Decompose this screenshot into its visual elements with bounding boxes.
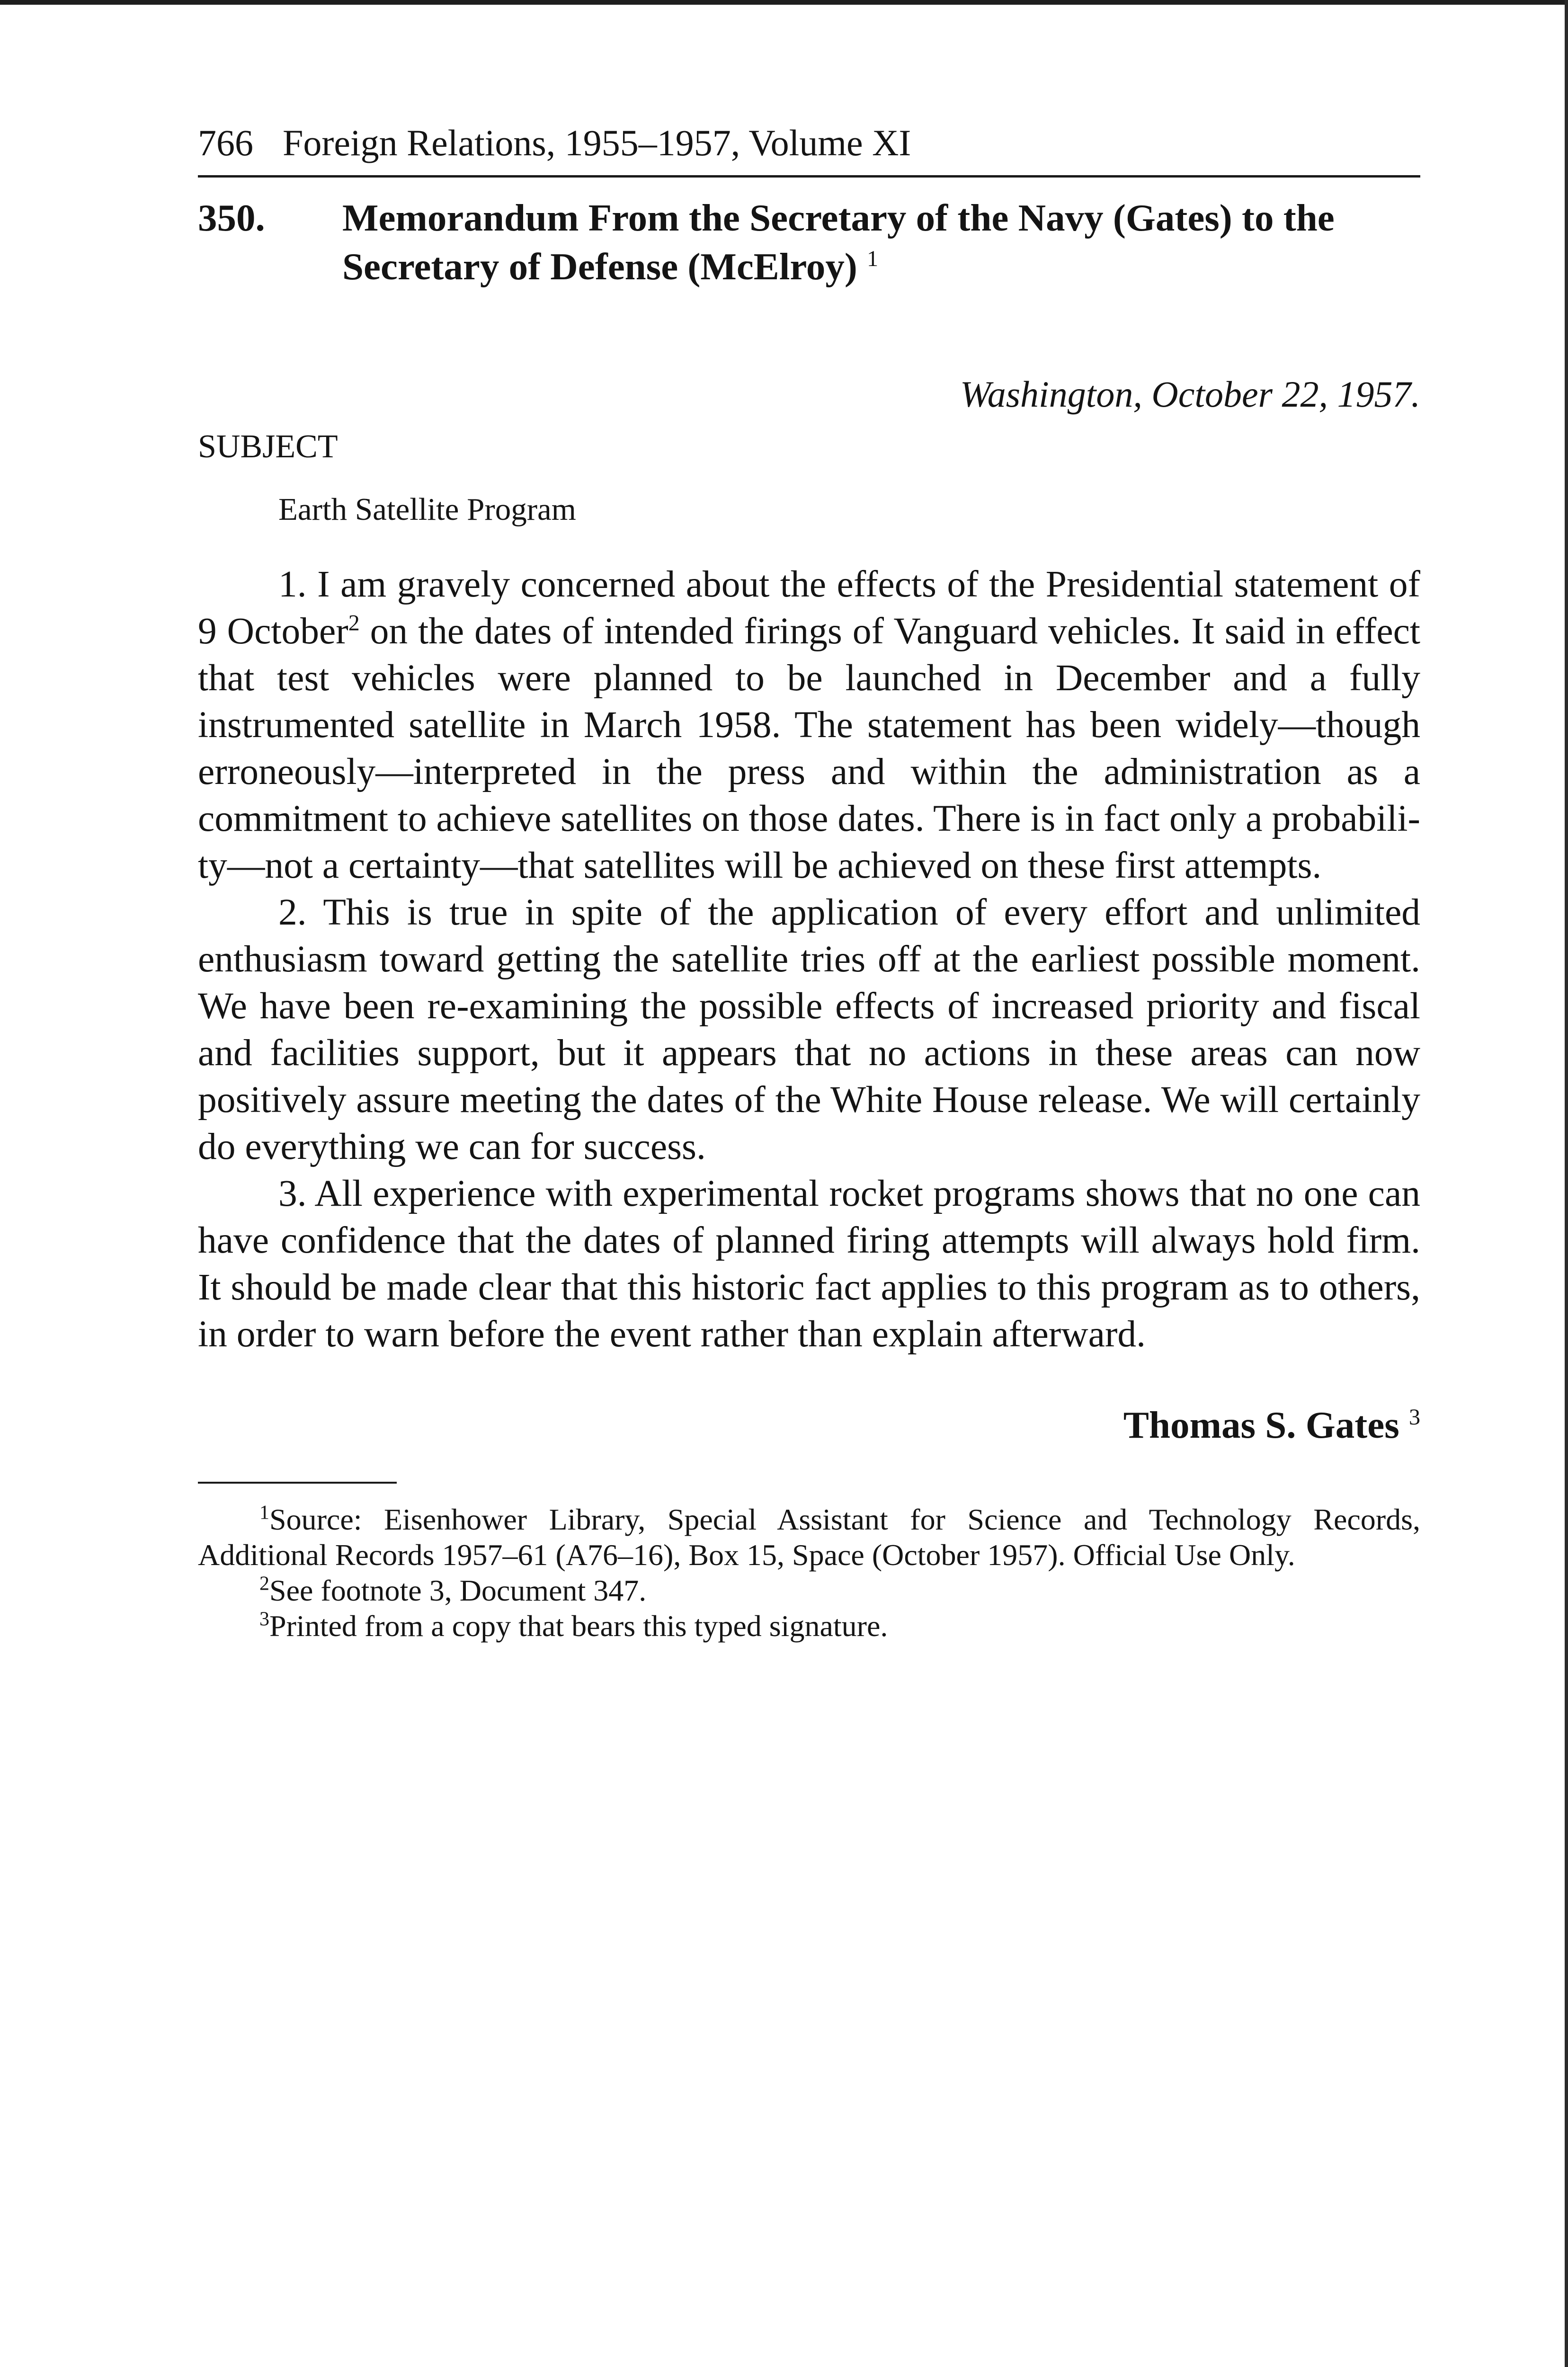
- subject-label: SUBJECT: [198, 428, 338, 465]
- subject-text: Earth Satellite Program: [278, 492, 576, 527]
- dateline: Washington, October 22, 1957.: [960, 374, 1420, 415]
- paragraph-1-footnote-marker[interactable]: 2: [348, 610, 360, 636]
- signature-name: Thomas S. Gates: [1123, 1404, 1399, 1446]
- title-footnote-marker[interactable]: 1: [867, 246, 879, 271]
- scan-edge-right: [1565, 0, 1568, 2367]
- footnote-divider: [198, 1482, 397, 1484]
- document-heading: [198, 194, 1420, 291]
- footnote-1: [198, 1502, 1420, 1573]
- footnote-1-marker: 1: [259, 1502, 269, 1524]
- footnote-2-text: See footnote 3, Document 347.: [269, 1574, 647, 1607]
- footnotes: [198, 1502, 1420, 1644]
- paragraph-2: 2. This is true in spite of the application of every effort and unlimited enthusiasm toward getting the satellite tries off at the earliest possible moment. We have been re-examining the possible effects of increased priority and fiscal and facilities support, but it appears that no actions in these areas can now positively assure meeting the dates of the White House release. We will certainly do everything we can for success.: [198, 891, 1420, 1167]
- memorandum-body: [198, 561, 1420, 1358]
- document-number: 350.: [198, 196, 265, 239]
- page-number: 766: [198, 122, 253, 163]
- paragraph-1: [198, 561, 1420, 889]
- footnote-2: [198, 1573, 1420, 1608]
- paragraph-1-text-a: 1. I am gravely concerned about the effects of the Presidential statement of 9 October: [198, 563, 1420, 652]
- footnote-3-text: Printed from a copy that bears this typed signature.: [269, 1609, 888, 1643]
- paragraph-1-text-b: on the dates of intended firings of Vanguard vehicles. It said in effect that test vehicles were planned to be launched in December and a fully instrumented satellite in March 1958. The statement has been widely—though erroneously—interpreted in the press and within the administration as a commitment to achieve satellites on those dates. There is in fact only a probability—not a certainty—that satellites will be achieved on these first attempts.: [198, 610, 1421, 886]
- document-title: Memorandum From the Secretary of the Navy (Gates) to the Secretary of Defense (McElroy): [342, 196, 1335, 288]
- footnote-3: [198, 1608, 1420, 1644]
- scan-edge-top: [0, 0, 1568, 5]
- paragraph-3: 3. All experience with experimental rocket programs shows that no one can have confidence that the dates of planned firing attempts will always hold firm. It should be made clear that this historic fact applies to this program as to others, in order to warn before the event rather than explain afterward.: [198, 1173, 1420, 1355]
- footnote-1-text: Source: Eisenhower Library, Special Assistant for Science and Technology Records, Additional Records 1957–61 (A76–16), Box 15, Space (October 1957). Official Use Only.: [198, 1503, 1420, 1572]
- running-head: [198, 118, 1420, 178]
- running-head-title: Foreign Relations, 1955–1957, Volume XI: [283, 122, 911, 163]
- signature-footnote-marker[interactable]: 3: [1409, 1405, 1420, 1430]
- signature: [198, 1401, 1420, 1449]
- footnote-3-marker: 3: [259, 1608, 269, 1630]
- page: [198, 118, 1420, 1644]
- footnote-2-marker: 2: [259, 1573, 269, 1595]
